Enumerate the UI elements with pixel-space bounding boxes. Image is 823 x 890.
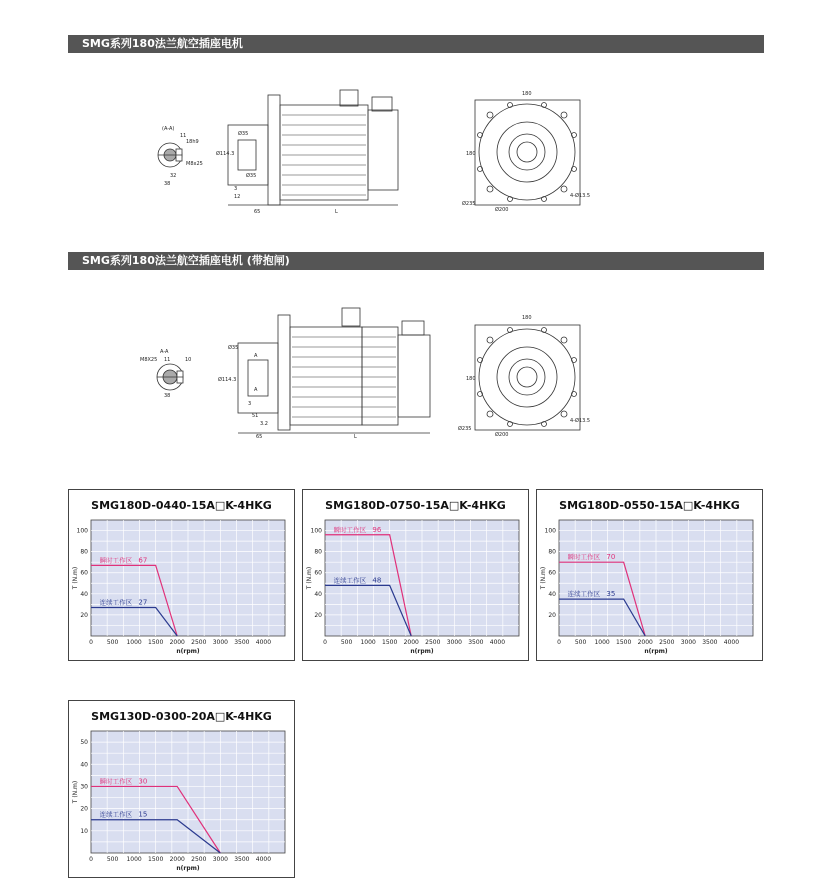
x-tick-label: 500 bbox=[574, 639, 587, 646]
continuous-zone-label: 连续工作区 bbox=[333, 576, 367, 585]
x-tick-label: 0 bbox=[89, 639, 93, 646]
shaft-dim: 11 bbox=[164, 357, 171, 363]
side-dim: Ø114.3 bbox=[218, 377, 237, 383]
x-tick-label: 1500 bbox=[616, 639, 632, 646]
x-tick-label: 1000 bbox=[594, 639, 610, 646]
chart-panel-3 bbox=[536, 489, 763, 661]
front-dim: 180 bbox=[466, 151, 476, 157]
x-tick-label: 0 bbox=[89, 856, 93, 863]
side-dim: Ø35 bbox=[238, 131, 249, 137]
peak-value-label: 96 bbox=[372, 525, 382, 534]
y-tick-label: 80 bbox=[80, 548, 88, 556]
side-dim: L bbox=[354, 434, 357, 440]
y-tick-label: 60 bbox=[80, 569, 88, 577]
y-tick-label: 80 bbox=[314, 548, 322, 556]
y-axis-label: T (N.m) bbox=[540, 566, 547, 590]
x-tick-label: 500 bbox=[106, 639, 119, 646]
side-dim: 3 bbox=[248, 401, 252, 407]
keyway-label: (A-A) bbox=[162, 126, 175, 132]
chart-panel-2 bbox=[302, 489, 529, 661]
section-title-2: SMG系列180法兰航空插座电机 (带抱闸) bbox=[68, 252, 764, 270]
shaft-dim: 18h9 bbox=[186, 139, 199, 145]
front-dim: 4-Ø13.5 bbox=[570, 193, 591, 199]
torque-speed-chart bbox=[537, 490, 764, 662]
shaft-dim: 38 bbox=[164, 393, 171, 399]
x-tick-label: 1000 bbox=[126, 639, 142, 646]
y-axis-label: T (N.m) bbox=[72, 780, 79, 804]
motor-drawing-1 bbox=[150, 85, 610, 215]
x-tick-label: 3500 bbox=[234, 639, 250, 646]
x-tick-label: 1500 bbox=[148, 639, 164, 646]
y-tick-label: 20 bbox=[80, 611, 88, 619]
x-tick-label: 4000 bbox=[255, 639, 272, 646]
torque-speed-chart bbox=[69, 490, 296, 662]
x-tick-label: 4000 bbox=[723, 639, 740, 646]
side-dim: 12 bbox=[234, 194, 241, 200]
x-tick-label: 4000 bbox=[489, 639, 506, 646]
chart-title: SMG180D-0440-15A□K-4HKG bbox=[91, 499, 272, 512]
continuous-zone-label: 连续工作区 bbox=[99, 598, 133, 607]
y-tick-label: 40 bbox=[548, 590, 556, 598]
y-tick-label: 60 bbox=[548, 569, 556, 577]
x-tick-label: 3500 bbox=[234, 856, 250, 863]
torque-speed-chart bbox=[303, 490, 530, 662]
front-dim: 180 bbox=[522, 91, 532, 97]
keyway-label: A-A bbox=[160, 349, 169, 355]
peak-value-label: 67 bbox=[138, 556, 148, 565]
y-tick-label: 40 bbox=[314, 590, 322, 598]
chart-title: SMG130D-0300-20A□K-4HKG bbox=[91, 710, 272, 723]
continuous-value-label: 35 bbox=[606, 590, 616, 599]
x-tick-label: 3000 bbox=[212, 856, 228, 863]
continuous-value-label: 48 bbox=[372, 576, 382, 585]
x-tick-label: 3000 bbox=[680, 639, 696, 646]
x-tick-label: 2000 bbox=[637, 639, 653, 646]
shaft-dim: M8X25 bbox=[140, 357, 158, 363]
chart-title: SMG180D-0550-15A□K-4HKG bbox=[559, 499, 740, 512]
peak-zone-label: 瞬时工作区 bbox=[567, 553, 601, 562]
side-dim: A bbox=[254, 387, 258, 393]
chart-title: SMG180D-0750-15A□K-4HKG bbox=[325, 499, 506, 512]
shaft-dim: 11 bbox=[180, 133, 187, 139]
y-tick-label: 40 bbox=[80, 761, 88, 769]
y-tick-label: 100 bbox=[310, 527, 322, 535]
y-tick-label: 60 bbox=[314, 569, 322, 577]
y-tick-label: 20 bbox=[314, 611, 322, 619]
continuous-value-label: 27 bbox=[138, 598, 148, 607]
y-tick-label: 10 bbox=[80, 827, 88, 835]
x-tick-label: 2500 bbox=[191, 856, 207, 863]
x-axis-label: n(rpm) bbox=[644, 648, 668, 655]
side-dim: 51 bbox=[252, 413, 259, 419]
x-tick-label: 3000 bbox=[446, 639, 462, 646]
y-tick-label: 80 bbox=[548, 548, 556, 556]
side-dim: 65 bbox=[256, 434, 263, 440]
x-tick-label: 3500 bbox=[468, 639, 484, 646]
chart-panel-1 bbox=[68, 489, 295, 661]
x-tick-label: 3000 bbox=[212, 639, 228, 646]
y-tick-label: 50 bbox=[80, 739, 88, 747]
x-axis-label: n(rpm) bbox=[410, 648, 434, 655]
y-tick-label: 40 bbox=[80, 590, 88, 598]
shaft-dim: 32 bbox=[170, 173, 177, 179]
x-tick-label: 2000 bbox=[169, 639, 185, 646]
side-dim: 3 bbox=[234, 186, 238, 192]
front-dim: 180 bbox=[466, 376, 476, 382]
front-dim: Ø235 bbox=[462, 201, 476, 207]
x-tick-label: 500 bbox=[340, 639, 353, 646]
y-tick-label: 20 bbox=[548, 611, 556, 619]
x-tick-label: 2500 bbox=[191, 639, 207, 646]
continuous-zone-label: 连续工作区 bbox=[567, 590, 601, 599]
front-dim: 180 bbox=[522, 315, 532, 321]
peak-zone-label: 瞬时工作区 bbox=[99, 777, 133, 786]
x-axis-label: n(rpm) bbox=[176, 648, 200, 655]
continuous-zone-label: 连续工作区 bbox=[99, 810, 133, 819]
x-tick-label: 1500 bbox=[148, 856, 164, 863]
peak-value-label: 30 bbox=[138, 777, 148, 786]
y-tick-label: 30 bbox=[80, 783, 88, 791]
x-tick-label: 0 bbox=[557, 639, 561, 646]
side-dim: Ø114.3 bbox=[216, 151, 235, 157]
side-dim: 3.2 bbox=[260, 421, 268, 427]
x-tick-label: 3500 bbox=[702, 639, 718, 646]
shaft-dim: 10 bbox=[185, 357, 192, 363]
x-tick-label: 1500 bbox=[382, 639, 398, 646]
y-axis-label: T (N.m) bbox=[72, 566, 79, 590]
x-tick-label: 500 bbox=[106, 856, 119, 863]
front-dim: 4-Ø13.5 bbox=[570, 418, 591, 424]
side-dim: 65 bbox=[254, 209, 261, 215]
motor-drawing-2 bbox=[140, 305, 610, 440]
peak-zone-label: 瞬时工作区 bbox=[333, 525, 367, 534]
x-tick-label: 2500 bbox=[659, 639, 675, 646]
x-tick-label: 2000 bbox=[169, 856, 185, 863]
y-tick-label: 100 bbox=[544, 527, 556, 535]
x-tick-label: 2000 bbox=[403, 639, 419, 646]
y-tick-label: 100 bbox=[76, 527, 88, 535]
front-dim: Ø235 bbox=[458, 426, 472, 432]
front-dim: Ø200 bbox=[495, 207, 509, 213]
side-dim: Ø35 bbox=[246, 173, 257, 179]
y-axis-label: T (N.m) bbox=[306, 566, 313, 590]
x-tick-label: 0 bbox=[323, 639, 327, 646]
side-dim: Ø35 bbox=[228, 345, 239, 351]
chart-panel-4 bbox=[68, 700, 295, 878]
peak-value-label: 70 bbox=[606, 553, 616, 562]
continuous-value-label: 15 bbox=[138, 810, 148, 819]
y-tick-label: 20 bbox=[80, 805, 88, 813]
x-tick-label: 1000 bbox=[126, 856, 142, 863]
x-axis-label: n(rpm) bbox=[176, 865, 200, 872]
shaft-dim: 38 bbox=[164, 181, 171, 187]
shaft-dim: M8x25 bbox=[186, 161, 203, 167]
front-dim: Ø200 bbox=[495, 432, 509, 438]
section-title-1: SMG系列180法兰航空插座电机 bbox=[68, 35, 764, 53]
x-tick-label: 2500 bbox=[425, 639, 441, 646]
side-dim: L bbox=[335, 209, 338, 215]
x-tick-label: 1000 bbox=[360, 639, 376, 646]
side-dim: A bbox=[254, 353, 258, 359]
torque-speed-chart bbox=[69, 701, 296, 879]
peak-zone-label: 瞬时工作区 bbox=[99, 556, 133, 565]
x-tick-label: 4000 bbox=[255, 856, 272, 863]
